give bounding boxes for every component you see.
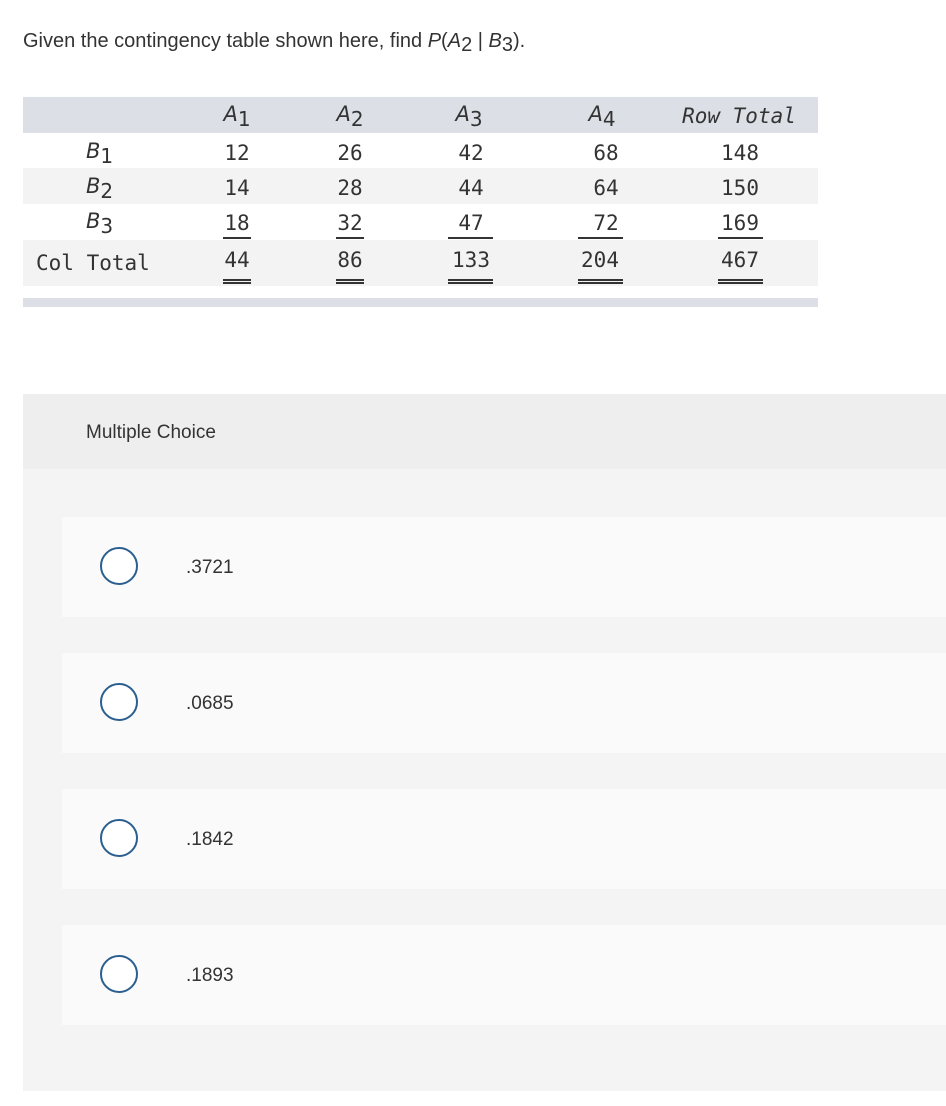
col-total-label: Col Total — [36, 251, 150, 275]
table-cell: 14 — [224, 176, 250, 200]
col-total-cell: 44 — [224, 248, 250, 272]
col-header-a4: A4 — [588, 102, 616, 131]
event-b: B — [488, 30, 502, 52]
table-cell: 28 — [337, 176, 363, 200]
radio-button[interactable] — [100, 819, 138, 857]
close-paren: ). — [512, 30, 526, 52]
table-cell: 72 — [593, 211, 619, 235]
question-text — [23, 30, 526, 56]
event-a: A — [447, 30, 462, 52]
row-label-b1: B1 — [86, 139, 114, 168]
table-cell: 44 — [458, 176, 484, 200]
total-double-underline — [336, 279, 364, 284]
table-cell: 68 — [593, 141, 619, 165]
answer-option-1[interactable] — [62, 517, 946, 617]
total-double-underline — [448, 279, 493, 284]
col-header-a1: A1 — [223, 102, 251, 131]
table-cell: 42 — [458, 141, 484, 165]
sum-underline — [336, 237, 364, 239]
col-total-cell: 133 — [452, 248, 490, 272]
total-double-underline — [578, 279, 623, 284]
answer-option-text: .3721 — [186, 557, 234, 578]
table-cell: 18 — [224, 211, 250, 235]
col-header-a3: A3 — [455, 102, 483, 131]
sum-underline — [718, 237, 763, 239]
col-header-row-total: Row Total — [682, 104, 796, 128]
answer-option-2[interactable] — [62, 653, 946, 753]
table-cell: 64 — [593, 176, 619, 200]
sum-underline — [223, 237, 251, 239]
table-bottom-bar — [23, 298, 818, 307]
table-cell: 26 — [337, 141, 363, 165]
sum-underline — [578, 237, 623, 239]
col-header-a2: A2 — [336, 102, 364, 131]
answer-option-text: .1842 — [186, 829, 234, 850]
sum-underline — [448, 237, 493, 239]
answer-option-text: .1893 — [186, 965, 234, 986]
col-total-cell: 204 — [581, 248, 619, 272]
answer-option-4[interactable] — [62, 925, 946, 1025]
event-b-sub: 3 — [501, 34, 513, 56]
answer-option-text: .0685 — [186, 693, 234, 714]
multiple-choice-header — [23, 394, 946, 469]
multiple-choice-panel — [23, 394, 946, 1091]
event-a-sub: 2 — [461, 34, 473, 56]
col-total-cell: 86 — [337, 248, 363, 272]
total-double-underline — [223, 279, 251, 284]
row-total-cell: 148 — [721, 141, 759, 165]
grand-total-cell: 467 — [721, 248, 759, 272]
total-double-underline — [718, 279, 763, 284]
table-cell: 12 — [224, 141, 250, 165]
radio-button[interactable] — [100, 683, 138, 721]
row-total-cell: 150 — [721, 176, 759, 200]
radio-button[interactable] — [100, 955, 138, 993]
row-label-b3: B3 — [86, 209, 114, 238]
row-label-b2: B2 — [86, 174, 114, 203]
table-cell: 47 — [458, 211, 484, 235]
given-bar: | — [472, 30, 489, 52]
open-paren: ( — [441, 30, 448, 52]
table-cell: 32 — [337, 211, 363, 235]
radio-button[interactable] — [100, 547, 138, 585]
question-prefix: Given the contingency table shown here, find — [23, 30, 428, 52]
answer-option-3[interactable] — [62, 789, 946, 889]
row-total-cell: 169 — [721, 211, 759, 235]
row-stripe — [23, 168, 818, 204]
multiple-choice-label: Multiple Choice — [86, 422, 216, 443]
prob-symbol: P — [427, 30, 442, 52]
